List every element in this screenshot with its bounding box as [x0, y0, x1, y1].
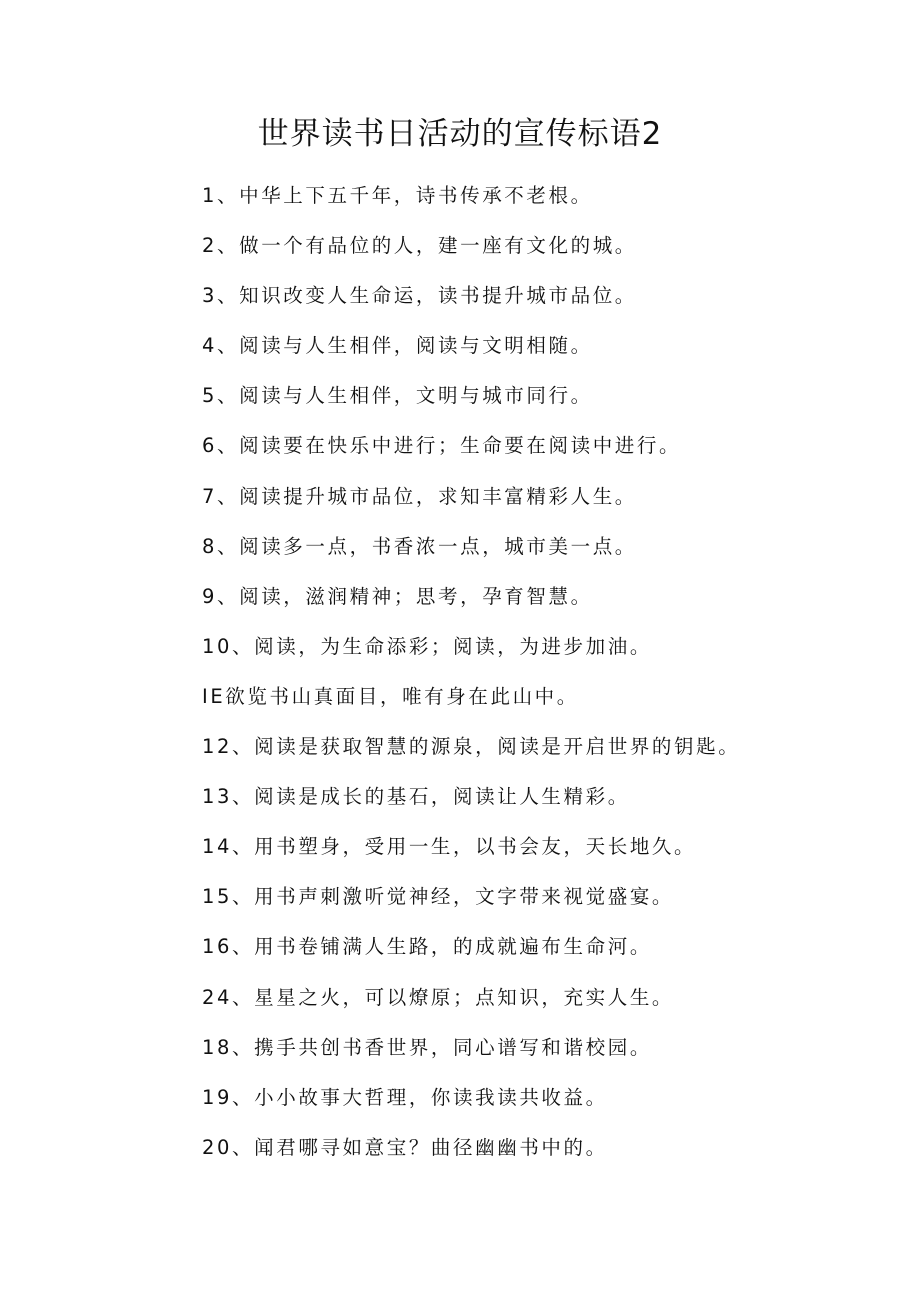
slogan-item: 7、阅读提升城市品位，求知丰富精彩人生。	[202, 484, 637, 508]
slogan-item: 20、闻君哪寻如意宝？曲径幽幽书中的。	[202, 1135, 608, 1159]
slogan-item: 1、中华上下五千年，诗书传承不老根。	[202, 184, 593, 207]
slogan-item: 18、携手共创书香世界，同心谱写和谐校园。	[202, 1035, 652, 1059]
page-title: 世界读书日活动的宣传标语2	[257, 116, 663, 152]
slogan-item: 24、星星之火，可以燎原；点知识，充实人生。	[202, 985, 675, 1009]
slogan-item: 9、阅读，滋润精神；思考，孕育智慧。	[202, 584, 593, 608]
slogan-item: 19、小小故事大哲理，你读我读共收益。	[202, 1085, 608, 1109]
slogan-item: 15、用书声刺激听觉神经，文字带来视觉盛宴。	[202, 885, 675, 909]
slogan-item: 3、知识改变人生命运，读书提升城市品位。	[202, 284, 637, 308]
slogan-item: 16、用书卷铺满人生路，的成就遍布生命河。	[202, 935, 652, 959]
slogan-list	[202, 176, 882, 1178]
slogan-item: 5、阅读与人生相伴，文明与城市同行。	[202, 384, 593, 408]
slogan-item: 10、阅读，为生命添彩；阅读，为进步加油。	[202, 634, 652, 658]
slogan-item: 14、用书塑身，受用一生，以书会友，天长地久。	[202, 835, 697, 859]
slogan-item: 6、阅读要在快乐中进行；生命要在阅读中进行。	[202, 434, 682, 458]
slogan-item: 12、阅读是获取智慧的源泉，阅读是开启世界的钥匙。	[202, 735, 741, 759]
slogan-item: IE欲览书山真面目，唯有身在此山中。	[202, 684, 579, 708]
slogan-item: 8、阅读多一点，书香浓一点，城市美一点。	[202, 534, 637, 558]
slogan-item: 2、做一个有品位的人，建一座有文化的城。	[202, 234, 637, 258]
slogan-item: 4、阅读与人生相伴，阅读与文明相随。	[202, 334, 593, 358]
slogan-item: 13、阅读是成长的基石，阅读让人生精彩。	[202, 785, 630, 809]
